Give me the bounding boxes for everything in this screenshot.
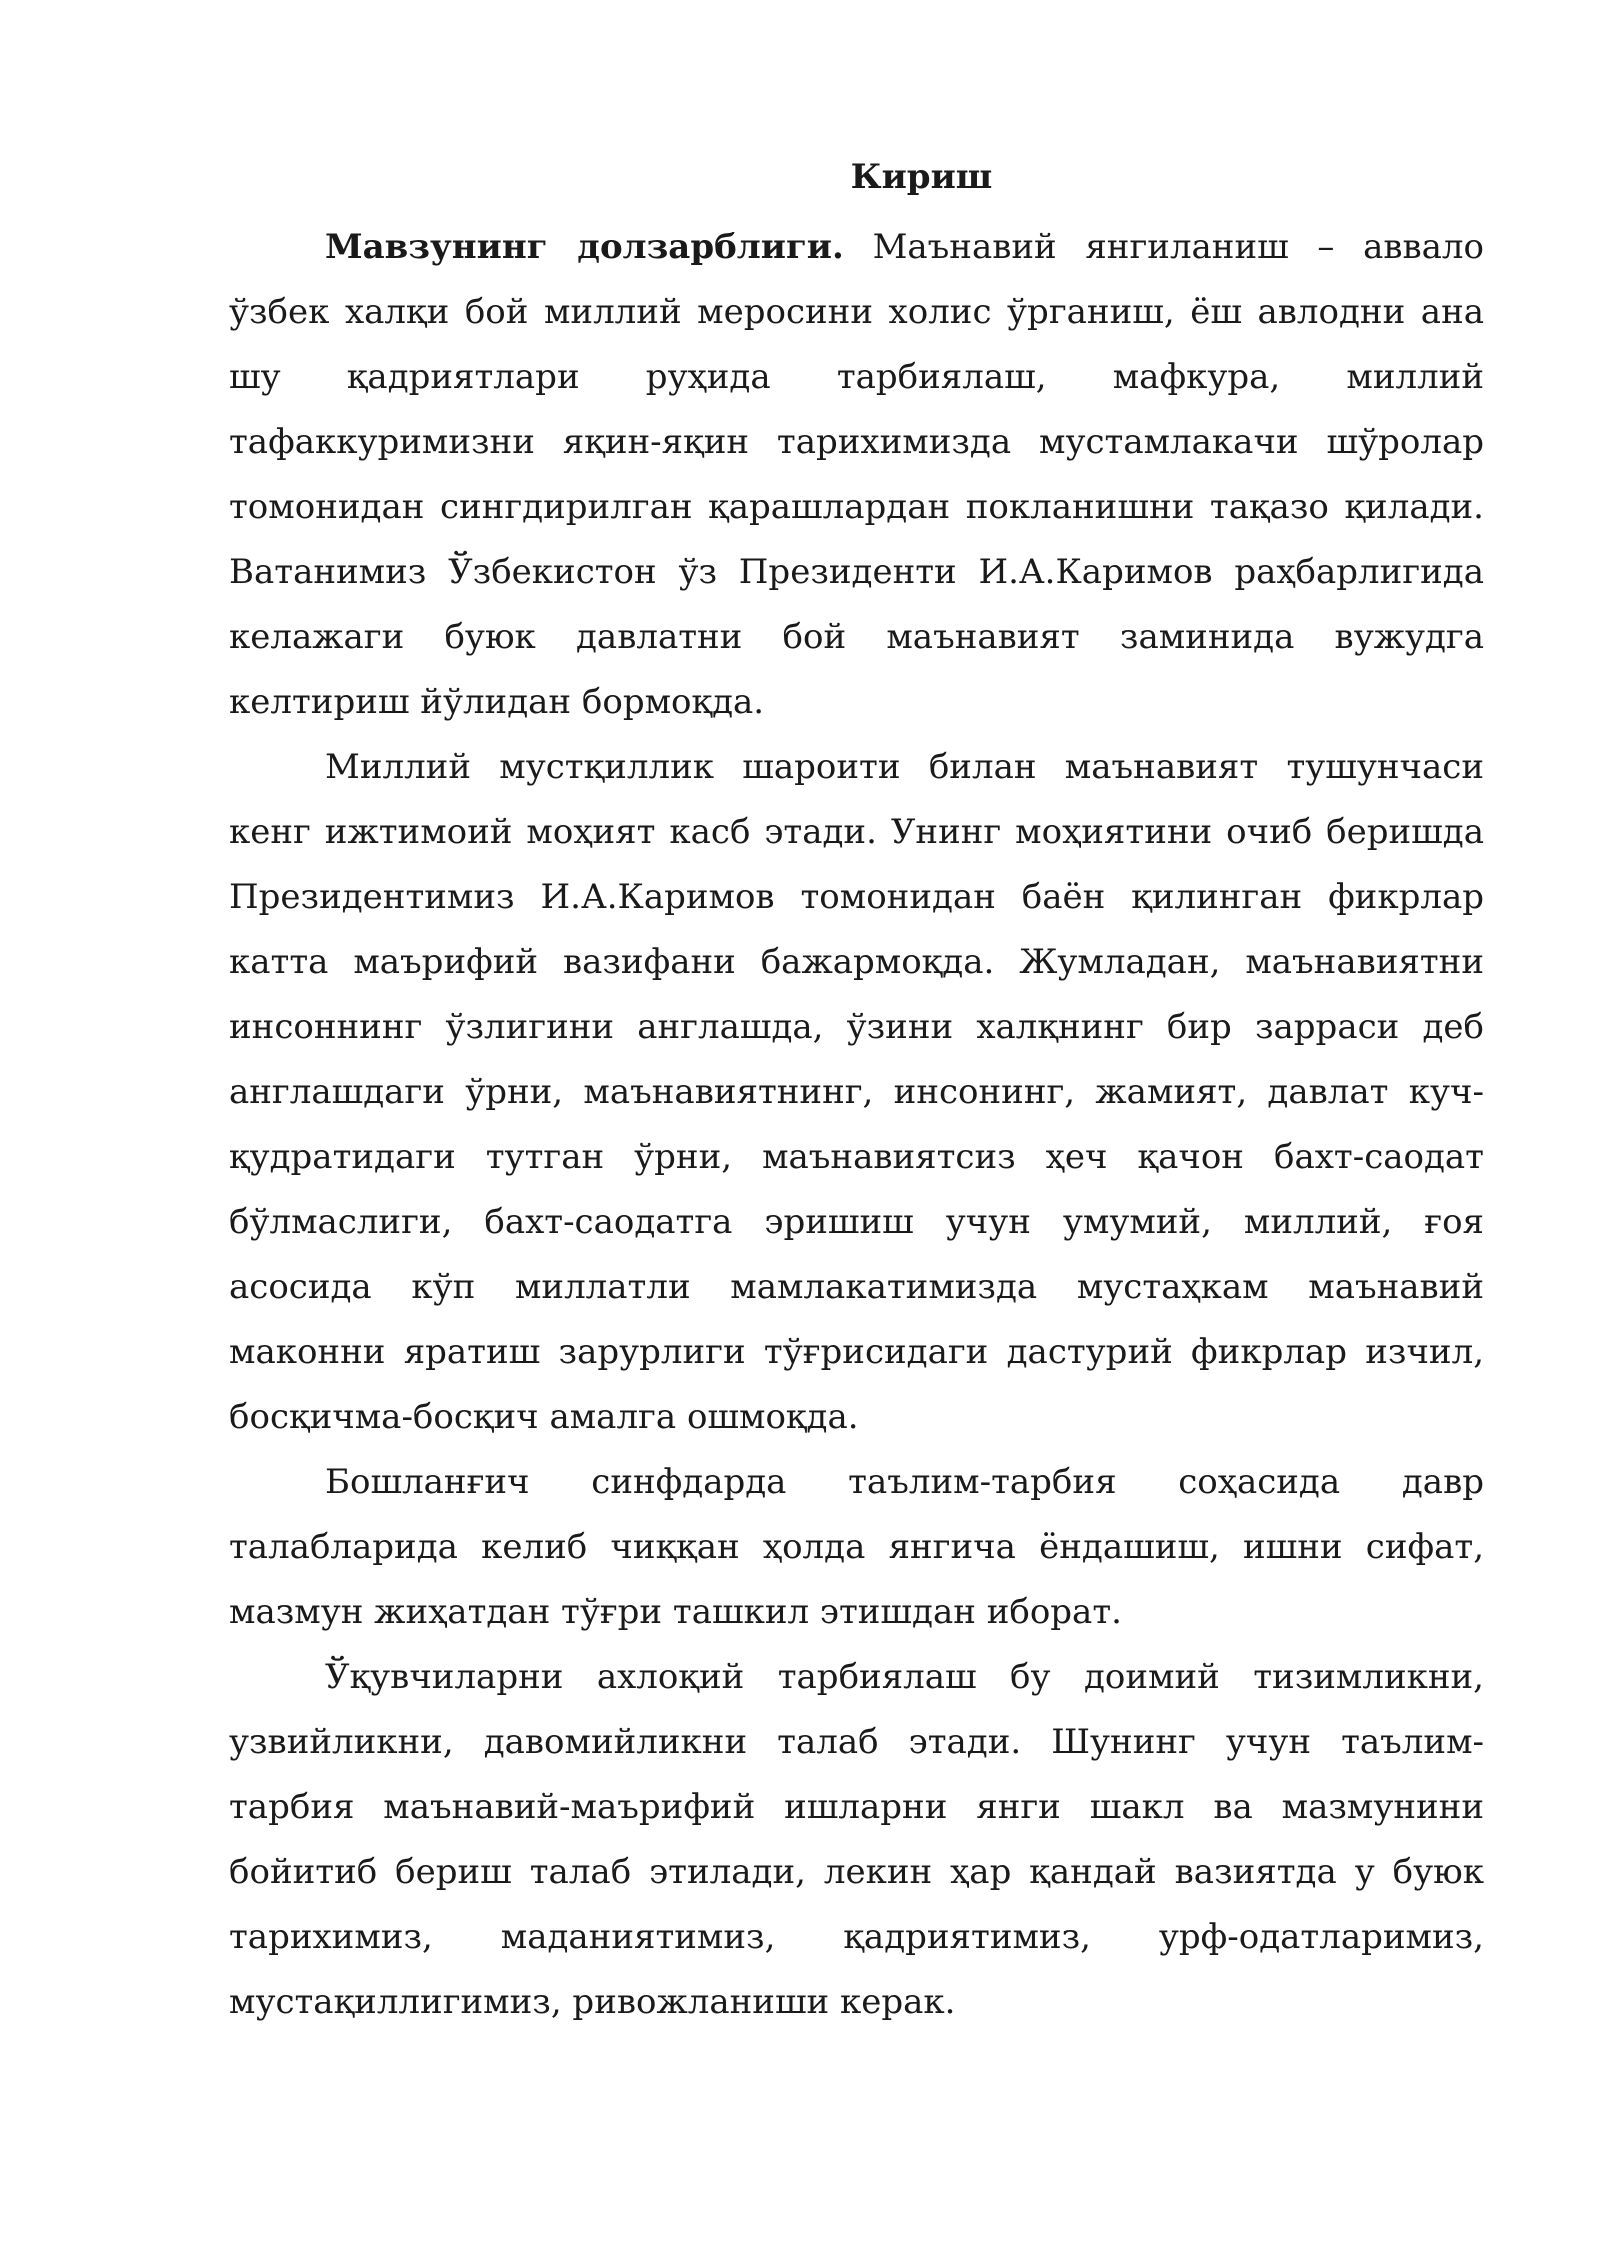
paragraph-text: Ўқувчиларни ахлоқий тарбиялаш бу доимий тизимликни, узвийликни, давомийликни талаб этади. Шунинг учун таълим-тарбия маънавий-маърифий ишларни янги шакл ва мазмунини бойитиб бериш талаб этилади, лекин ҳар қандай вазиятда у буюк тарихимиз, маданиятимиз, қадриятимиз, урф-одатларимиз, мустақиллигимиз, ривожланиши керак.: [229, 1657, 1484, 2022]
paragraph-relevance: [229, 215, 1484, 735]
paragraph-text: Бошланғич синфдарда таълим-тарбия соҳасида давр талабларида келиб чиққан ҳолда янгича ёндашиш, ишни сифат, мазмун жиҳатдан тўғри ташкил этишдан иборат.: [229, 1462, 1484, 1632]
paragraph-lead: Мавзунинг долзарблиги.: [325, 227, 844, 267]
paragraph-text: Маънавий янгиланиш – аввало ўзбек халқи бой миллий меросини холис ўрганиш, ёш авлодни ана шу қадриятлари руҳида тарбиялаш, мафкура, миллий тафаккуримизни яқин-яқин тарихимизда мустамлакачи шўролар томонидан сингдирилган қарашлардан покланишни тақазо қилади. Ватанимиз Ўзбекистон ўз Президенти И.А.Каримов раҳбарлигида келажаги буюк давлатни бой маънавият заминида вужудга келтириш йўлидан бормоқда.: [229, 227, 1484, 722]
paragraph-primary-classes: [229, 1450, 1484, 1645]
paragraph-moral-education: [229, 1645, 1484, 2035]
paragraph-text: Миллий мустқиллик шароити билан маънавият тушунчаси кенг ижтимоий моҳият касб этади. Унинг моҳиятини очиб беришда Президентимиз И.А.Каримов томонидан баён қилинган фикрлар катта маърифий вазифани бажармоқда. Жумладан, маънавиятни инсоннинг ўзлигини англашда, ўзини халқнинг бир зарраси деб англашдаги ўрни, маънавиятнинг, инсонинг, жамият, давлат куч-қудратидаги тутган ўрни, маънавиятсиз ҳеч қачон бахт-саодат бўлмаслиги, бахт-саодатга эришиш учун умумий, миллий, ғоя асосида кўп миллатли мамлакатимизда мустаҳкам маънавий маконни яратиш зарурлиги тўғрисидаги дастурий фикрлар изчил, босқичма-босқич амалга ошмоқда.: [229, 747, 1484, 1437]
document-title: Кириш: [850, 157, 993, 197]
paragraph-independence: [229, 735, 1484, 1450]
document-page: [229, 150, 1484, 2035]
